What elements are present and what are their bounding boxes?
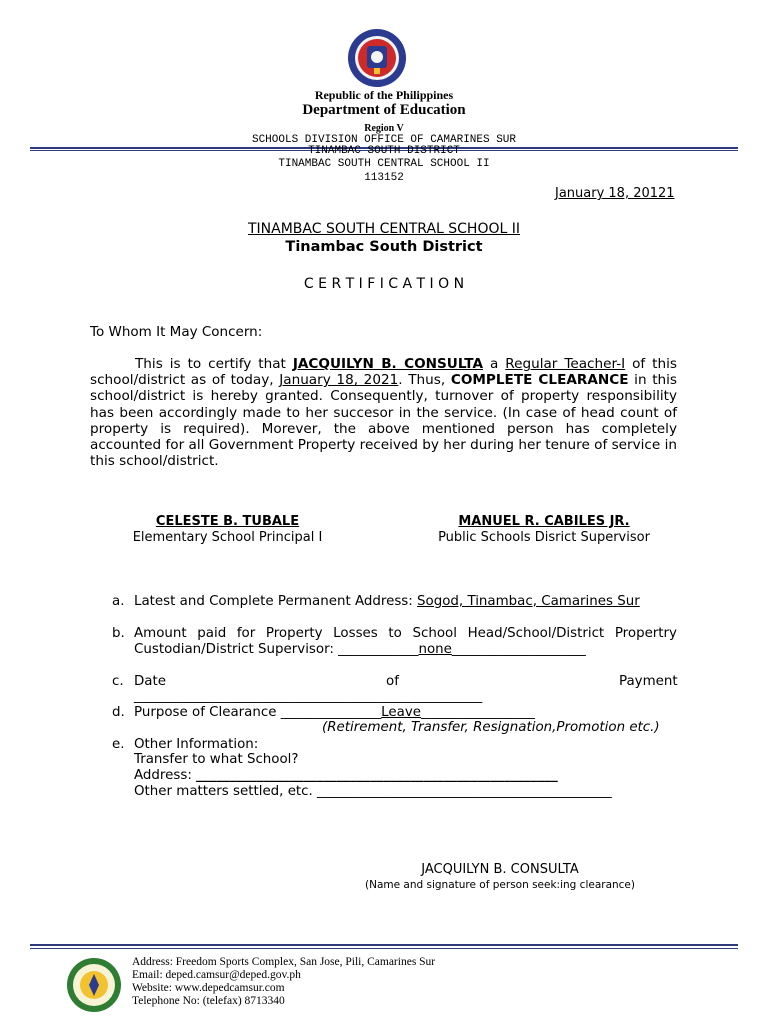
amount-paid-tail: ____________________ [451, 642, 586, 657]
republic-line: Republic of the Philippines [314, 88, 454, 102]
body-text-5: in this school/district is hereby granted. Consequently, turnover of property responsibility has been accordingly made to her succesor in the service. (In case of head count of property is required). Morever, the above mentioned person has completely accounted for all Government Property received by her during her tenure of service in this school/district. [90, 372, 678, 470]
payment-word: Payment [619, 674, 678, 689]
item-letter-d: d. [112, 705, 125, 720]
as-of-date: January 18, 2021 [279, 372, 399, 389]
other-info-label: Other Information: [134, 737, 259, 752]
school-id: 113152 [364, 172, 404, 184]
applicant-name: JACQUILYN B. CONSULTA [421, 862, 579, 877]
item-letter-b: b. [112, 626, 125, 641]
item-letter-a: a. [112, 594, 125, 609]
purpose-label: Purpose of Clearance _______________ [134, 705, 382, 720]
principal-name: CELESTE B. TUBALE [155, 514, 300, 529]
item-letter-e: e. [112, 737, 125, 752]
teacher-position: Regular Teacher-I [505, 356, 626, 372]
title-district: Tinambac South District [285, 239, 483, 255]
supervisor-name: MANUEL R. CABILES JR. [458, 514, 630, 529]
footer-email: Email: deped.camsur@deped.gov.ph [132, 969, 301, 981]
department-name: Department of Education [302, 102, 466, 118]
transfer-address-line: ______________________________________________________ [196, 768, 558, 783]
supervisor-title: Public Schools Disrict Supervisor [438, 530, 650, 545]
principal-title: Elementary School Principal I [132, 530, 323, 545]
transfer-school-label: Transfer to what School? [134, 752, 299, 767]
footer-rule [30, 944, 738, 946]
certification-heading: C E R T I F I C A T I O N [303, 276, 465, 292]
body-text-3: of this school/district as of today, [90, 356, 677, 389]
division-seal-icon [66, 957, 122, 1013]
teacher-name: JACQUILYN B. CONSULTA [292, 356, 483, 372]
school-line: TINAMBAC SOUTH CENTRAL SCHOOL II [278, 158, 490, 170]
of-word: of [386, 674, 399, 689]
title-school: TINAMBAC SOUTH CENTRAL SCHOOL II [247, 221, 521, 237]
document-date: January 18, 20121 [555, 186, 675, 201]
losses-line-2: Custodian/District Supervisor: ____________ [134, 642, 419, 657]
applicant-caption: (Name and signature of person seek:ing clearance) [365, 879, 635, 891]
transfer-address-label: Address: [134, 768, 197, 783]
item-letter-c: c. [112, 674, 124, 689]
losses-line-1: Amount paid for Property Losses to School Head/School/District Propertry [134, 626, 677, 641]
other-matters: Other matters settled, etc. ____________________________________________ [134, 784, 612, 799]
item-b-line-2 [134, 642, 586, 658]
deped-seal-icon [347, 28, 407, 88]
amount-paid-value: none [418, 642, 452, 657]
item-a [134, 594, 640, 610]
clearance-phrase: COMPLETE CLEARANCE [450, 372, 629, 389]
certification-body [90, 356, 677, 469]
address-label: Latest and Complete Permanent Address: [134, 594, 418, 609]
division-line: SCHOOLS DIVISION OFFICE OF CAMARINES SUR [251, 134, 517, 146]
footer-website: Website: www.depedcamsur.com [132, 982, 285, 994]
item-e-address [134, 768, 558, 784]
salutation: To Whom It May Concern: [90, 324, 263, 340]
district-line: TINAMBAC SOUTH DISTRICT [308, 145, 460, 157]
item-d [134, 705, 535, 721]
purpose-tail: _________________ [421, 705, 535, 720]
body-text-1: This is to certify that [135, 356, 293, 372]
address-value: Sogod, Tinambac, Camarines Sur [417, 594, 640, 609]
payment-date-line: ____________________________________________________ [134, 689, 483, 704]
date-word: Date [134, 674, 167, 689]
footer-rule-thin [30, 948, 738, 949]
purpose-note: (Retirement, Transfer, Resignation,Promotion etc.) [322, 720, 660, 735]
footer-telephone: Telephone No: (telefax) 8713340 [132, 995, 285, 1007]
footer-address: Address: Freedom Sports Complex, San Jose, Pili, Camarines Sur [132, 956, 436, 968]
body-text-2: a [482, 356, 506, 372]
region-line: Region V [364, 123, 404, 134]
purpose-value: Leave [381, 705, 422, 720]
body-text-4: . Thus, [398, 372, 451, 389]
